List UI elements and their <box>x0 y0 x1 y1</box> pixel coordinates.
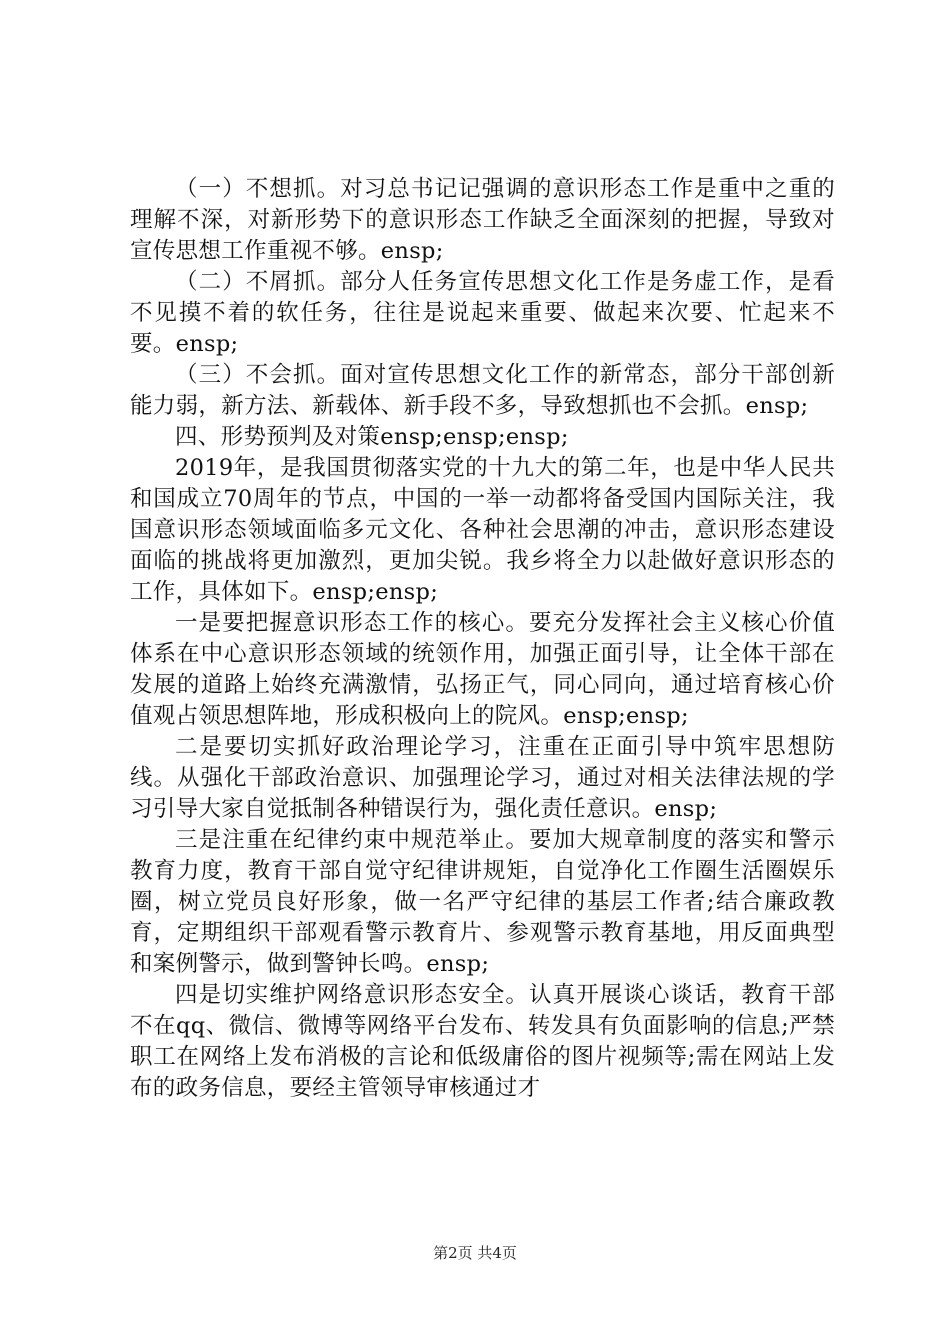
paragraph-2: （二）不屑抓。部分人任务宣传思想文化工作是务虚工作，是看不见摸不着的软任务，往往是说起来重要、做起来次要、忙起来不要。ensp; <box>130 269 835 357</box>
paragraph-3: （三）不会抓。面对宣传思想文化工作的新常态，部分干部创新能力弱，新方法、新载体、新手段不多，导致想抓也不会抓。ensp; <box>130 362 835 419</box>
paragraph-8: 三是注重在纪律约束中规范举止。要加大规章制度的落实和警示教育力度，教育干部自觉守纪律讲规矩，自觉净化工作圈生活圈娱乐圈，树立党员良好形象，做一名严守纪律的基层工作者;结合廉政教育，定期组织干部观看警示教育片、参观警示教育基地，用反面典型和案例警示，做到警钟长鸣。ensp; <box>130 827 835 977</box>
paragraph-6: 一是要把握意识形态工作的核心。要充分发挥社会主义核心价值体系在中心意识形态领域的统领作用，加强正面引导，让全体干部在发展的道路上始终充满激情，弘扬正气，同心同向，通过培育核心价值观占领思想阵地，形成积极向上的院风。ensp;ensp; <box>130 610 835 729</box>
paragraph-7: 二是要切实抓好政治理论学习，注重在正面引导中筑牢思想防线。从强化干部政治意识、加强理论学习，通过对相关法律法规的学习引导大家自觉抵制各种错误行为，强化责任意识。ensp; <box>130 734 835 822</box>
paragraph-5: 2019年，是我国贯彻落实党的十九大的第二年，也是中华人民共和国成立70周年的节点，中国的一举一动都将备受国内国际关注，我国意识形态领域面临多元文化、各种社会思潮的冲击，意识形态建设面临的挑战将更加激烈，更加尖锐。我乡将全力以赴做好意识形态的工作，具体如下。ensp;ensp; <box>130 455 835 605</box>
document-body <box>130 174 835 1104</box>
paragraph-9: 四是切实维护网络意识形态安全。认真开展谈心谈话，教育干部不在qq、微信、微博等网络平台发布、转发具有负面影响的信息;严禁职工在网络上发布消极的言论和低级庸俗的图片视频等;需在网站上发布的政务信息，要经主管领导审核通过才 <box>130 982 835 1101</box>
paragraph-1: （一）不想抓。对习总书记记强调的意识形态工作是重中之重的理解不深，对新形势下的意识形态工作缺乏全面深刻的把握，导致对宣传思想工作重视不够。ensp; <box>130 176 835 264</box>
section-heading: 四、形势预判及对策ensp;ensp;ensp; <box>175 424 569 450</box>
page-footer: 第2页 共4页 <box>433 1244 517 1262</box>
